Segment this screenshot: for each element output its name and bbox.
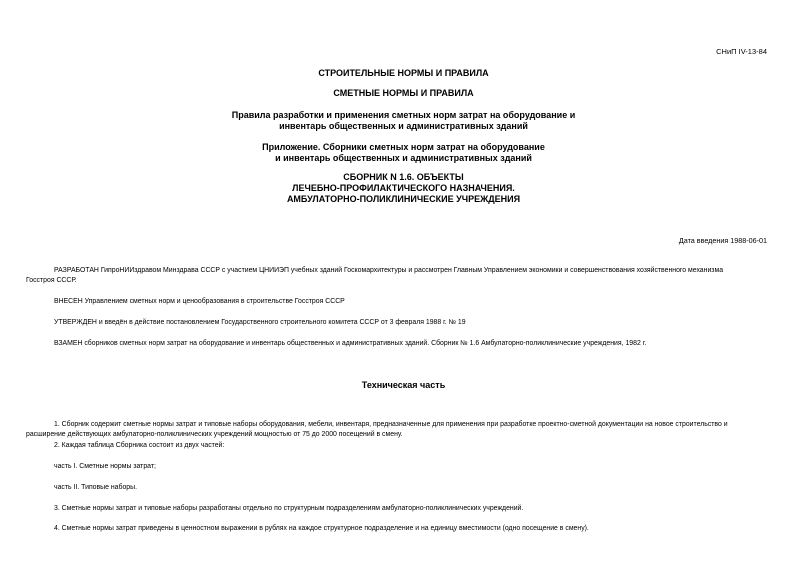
title-collection <box>0 172 807 205</box>
technical-item-3: 3. Сметные нормы затрат и типовые наборы разработаны отдельно по структурным подразделениям амбулаторно-поликлинических учреждений. <box>54 505 524 512</box>
title-line: и инвентарь общественных и административных зданий <box>275 153 532 163</box>
title-line: инвентарь общественных и административных зданий <box>279 121 528 131</box>
title-rules <box>0 110 807 132</box>
paragraph-developed <box>26 266 774 286</box>
title-line: ЛЕЧЕБНО-ПРОФИЛАКТИЧЕСКОГО НАЗНАЧЕНИЯ. <box>292 183 515 193</box>
title-appendix <box>0 142 807 164</box>
title-line: Приложение. Сборники сметных норм затрат на оборудование <box>262 142 545 152</box>
title-building-norms <box>0 68 807 79</box>
technical-item-2: 2. Каждая таблица Сборника состоит из двух частей: <box>54 442 225 449</box>
title-line: СБОРНИК N 1.6. ОБЪЕКТЫ <box>343 172 464 182</box>
technical-item-4: 4. Сметные нормы затрат приведены в ценностном выражении в рублях на каждое структурное подразделение и на единицу вместимости (одно посещение в смену). <box>54 525 589 532</box>
section-heading-technical: Техническая часть <box>361 380 446 390</box>
paragraph-text: 1. Сборник содержит сметные нормы затрат и типовые наборы оборудования, мебели, инвентаря, предназначенные для применения при разработке проектно-сметной документации на новое строительство и <box>54 421 728 428</box>
effective-date: Дата введения 1988-06-01 <box>678 236 767 245</box>
paragraph-text: РАЗРАБОТАН ГипроНИИздравом Минздрава СССР с участием ЦНИИЭП учебных зданий Госкомархитектуры и рассмотрен Главным Управлением экономики и совершенствования хозяйственного механизма <box>54 267 724 274</box>
technical-part-2: часть II. Типовые наборы. <box>54 484 137 491</box>
title-line: СТРОИТЕЛЬНЫЕ НОРМЫ И ПРАВИЛА <box>318 68 489 78</box>
title-line: СМЕТНЫЕ НОРМЫ И ПРАВИЛА <box>333 88 474 98</box>
title-estimate-norms <box>0 88 807 99</box>
paragraph-replaces: ВЗАМЕН сборников сметных норм затрат на оборудование и инвентарь общественных и административных зданий. Сборник № 1.6 Амбулаторно-поликлинические учреждения, 1982 г. <box>54 340 647 347</box>
title-line: АМБУЛАТОРНО-ПОЛИКЛИНИЧЕСКИЕ УЧРЕЖДЕНИЯ <box>286 194 521 204</box>
paragraph-approved: УТВЕРЖДЕН и введён в действие постановлением Государственного строительного комитета СССР от 3 февраля 1988 г. № 19 <box>54 319 466 326</box>
technical-part-1: часть I. Сметные нормы затрат; <box>54 463 156 470</box>
paragraph-text-continued: расширение действующих амбулаторно-поликлинических учреждений мощностью от 75 до 2000 посещений в смену. <box>26 431 403 438</box>
document-code: СНиП IV-13-84 <box>716 47 767 56</box>
title-line: Правила разработки и применения сметных норм затрат на оборудование и <box>231 110 576 120</box>
paragraph-text-continued: Госстроя СССР. <box>26 277 77 284</box>
paragraph-introduced: ВНЕСЕН Управлением сметных норм и ценообразования в строительстве Госстроя СССР <box>54 298 345 305</box>
technical-item-1 <box>26 420 774 440</box>
